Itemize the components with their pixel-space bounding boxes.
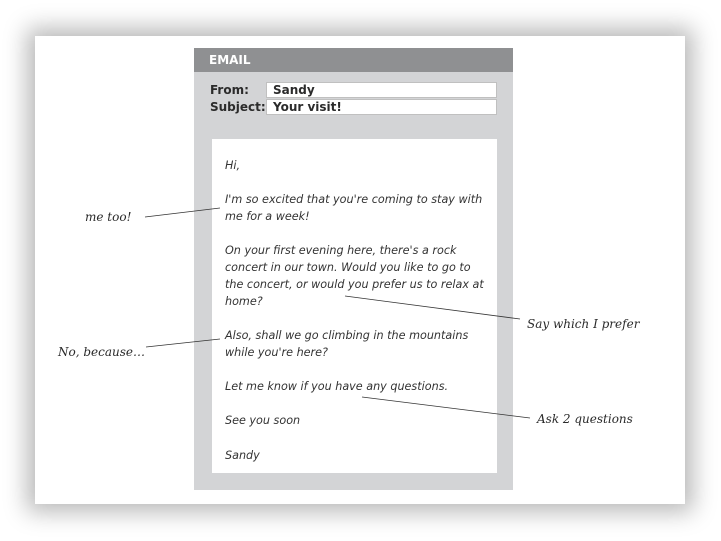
line-me-too bbox=[145, 208, 220, 217]
annotation-say-which: Say which I prefer bbox=[527, 317, 640, 331]
annotation-ask-questions: Ask 2 questions bbox=[537, 412, 633, 426]
signature: Sandy bbox=[225, 449, 260, 462]
paragraph-climbing: Also, shall we go climbing in the mountains while you're here? bbox=[225, 329, 469, 359]
annotation-no-because: No, because… bbox=[58, 345, 145, 359]
annotation-me-too: me too! bbox=[85, 210, 132, 224]
from-field: Sandy bbox=[266, 82, 497, 98]
paragraph-questions: Let me know if you have any questions. bbox=[225, 380, 449, 393]
line-say-which bbox=[345, 296, 520, 319]
subject-label: Subject: bbox=[210, 100, 266, 114]
email-header: EMAIL bbox=[194, 48, 513, 72]
from-label: From: bbox=[210, 83, 249, 97]
line-no-because bbox=[146, 339, 220, 347]
subject-field: Your visit! bbox=[266, 99, 497, 115]
greeting: Hi, bbox=[225, 159, 241, 172]
paragraph-excited: I'm so excited that you're coming to stay with me for a week! bbox=[225, 193, 483, 223]
paragraph-see-you: See you soon bbox=[225, 414, 301, 427]
paragraph-concert: On your first evening here, there's a rock concert in our town. Would you like to go to the concert, or would you prefer us to relax at home? bbox=[225, 244, 484, 308]
line-ask-questions bbox=[362, 397, 530, 418]
